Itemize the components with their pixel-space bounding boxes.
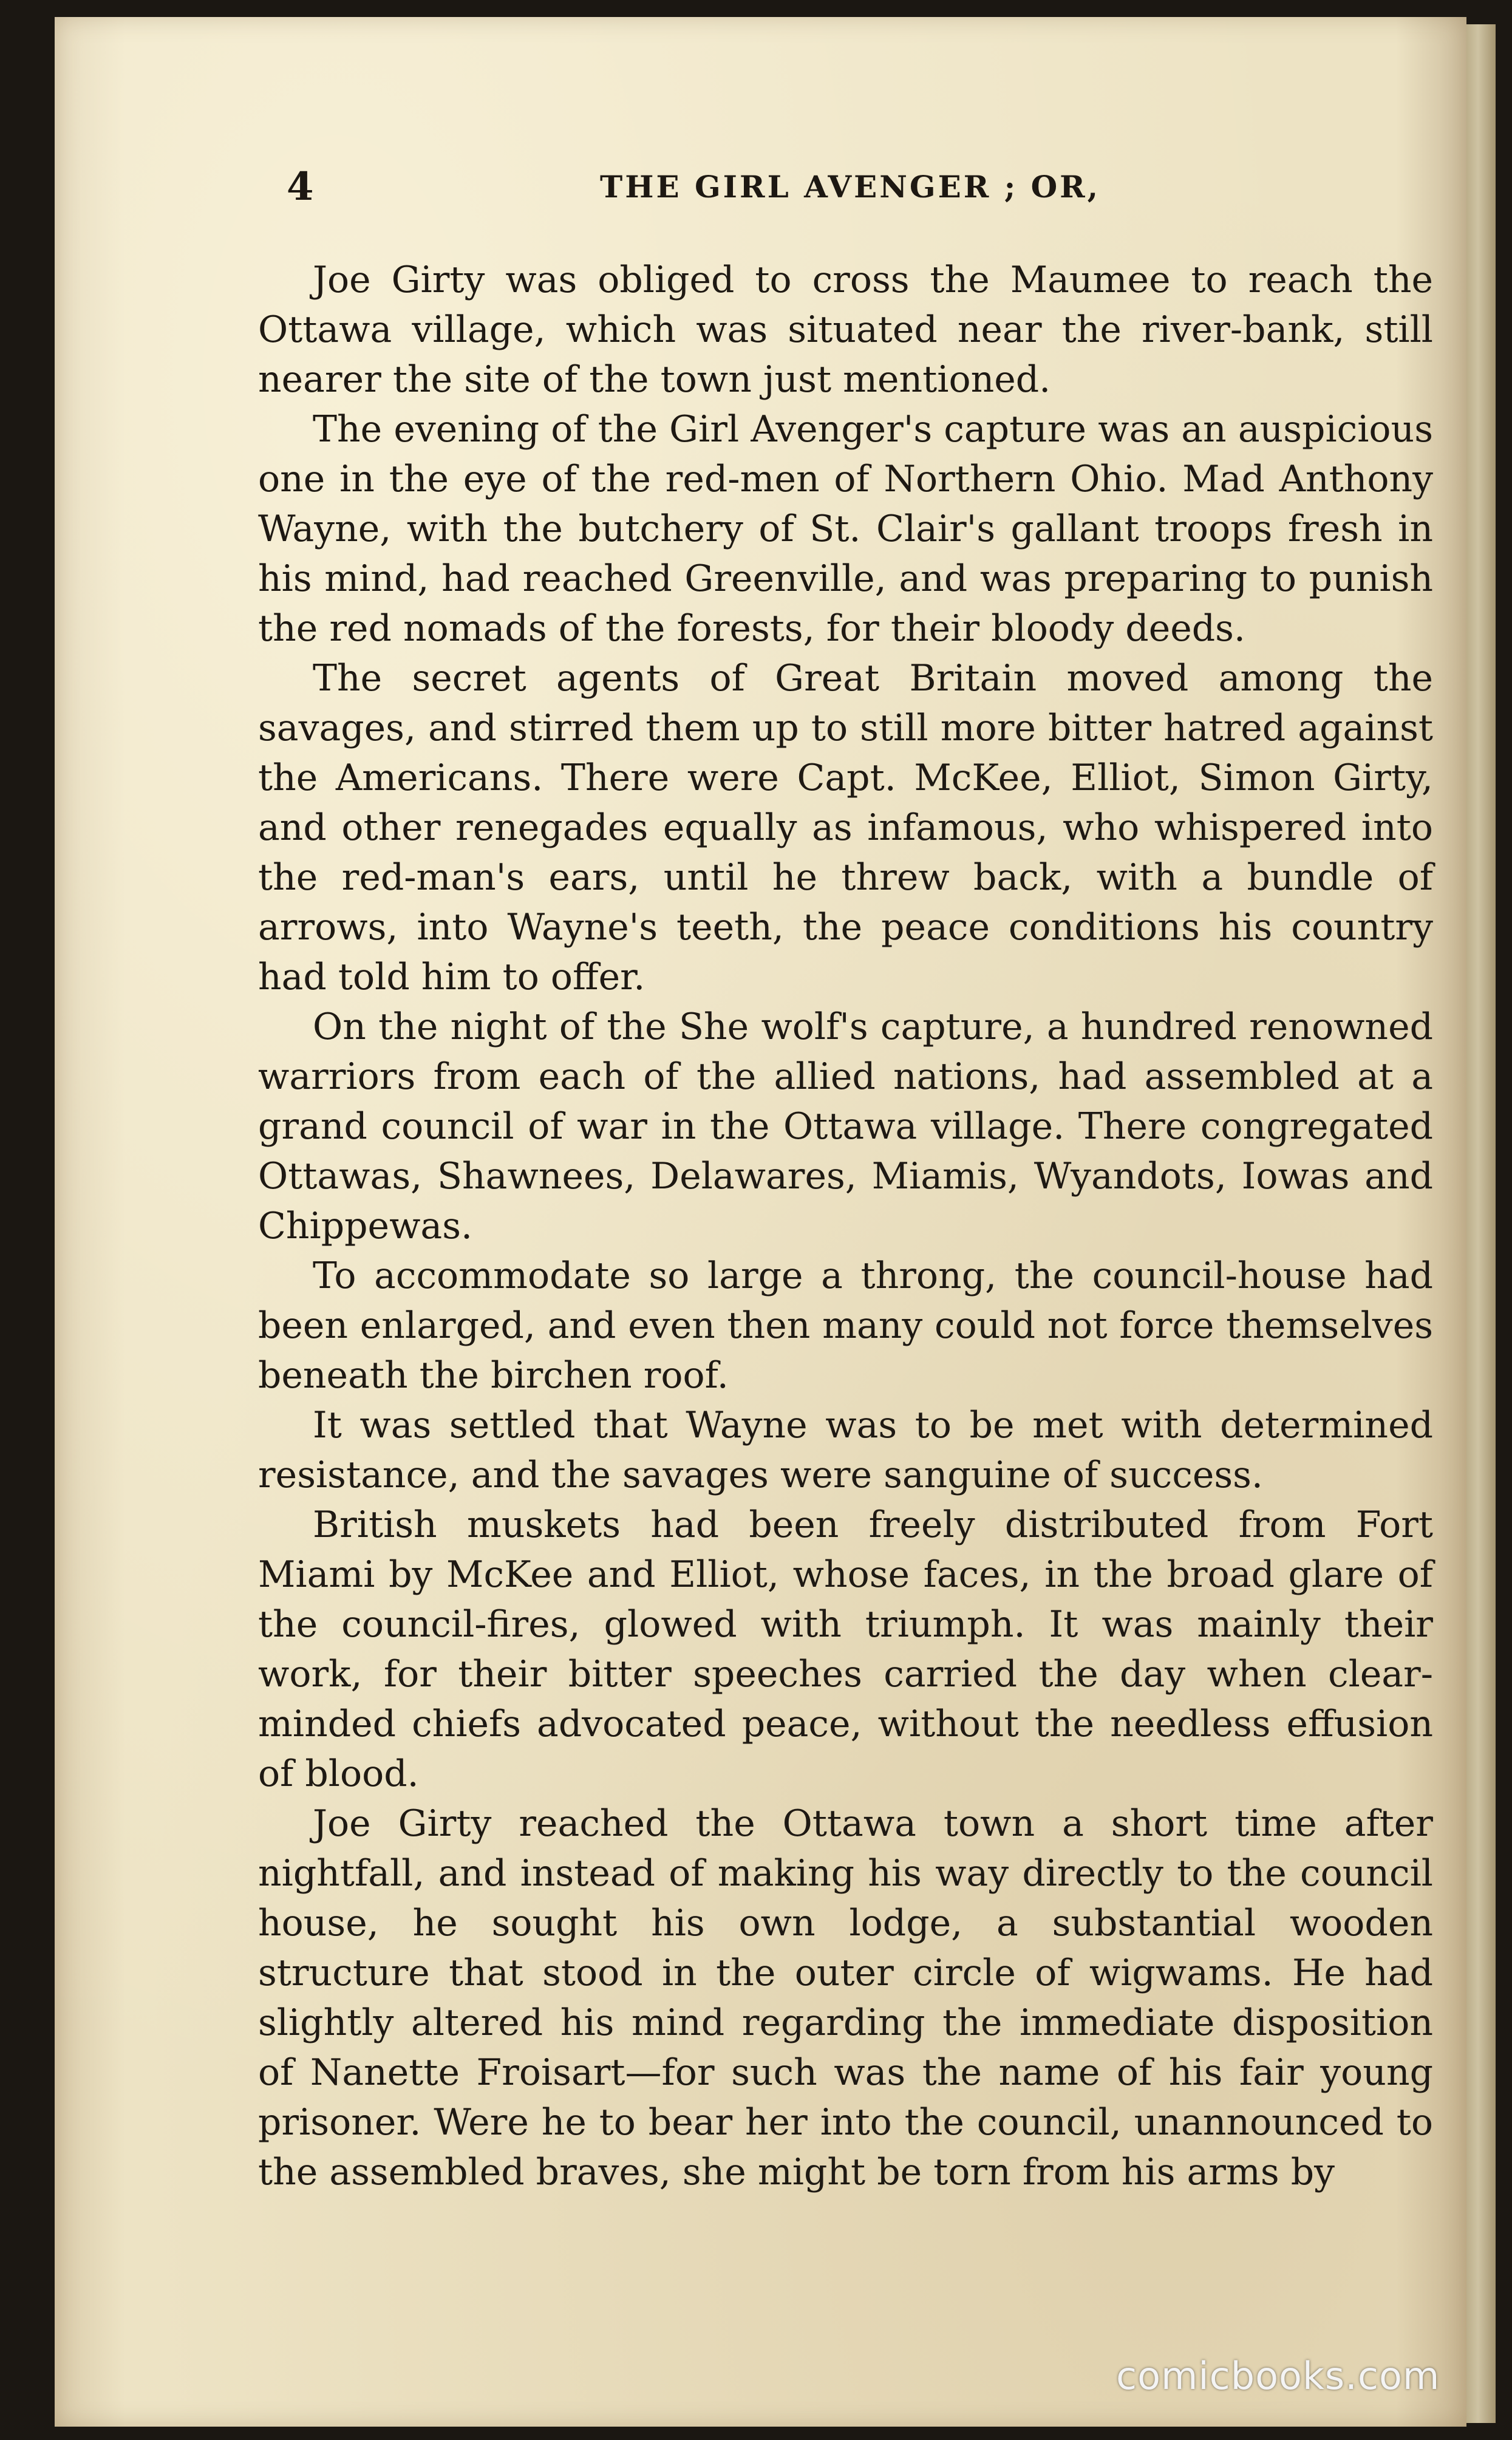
paragraph: Joe Girty was obliged to cross the Maumee to reach the Ottawa village, which was situated near the river-bank, still nearer the site of the town just mentioned. <box>258 259 1433 401</box>
paragraph: It was settled that Wayne was to be met with determined resistance, and the savages were sanguine of success. <box>258 1404 1433 1496</box>
body-text <box>258 255 1433 2197</box>
page-number: 4 <box>287 164 314 210</box>
page-header <box>0 163 1512 211</box>
paragraph: On the night of the She wolf's capture, a hundred renowned warriors from each of the allied nations, had assembled at a grand council of war in the Ottawa village. There congregated Ottawas, Shawnees, Delawares, Miamis, Wyandots, Iowas and Chippewas. <box>258 1006 1433 1247</box>
paragraph: The evening of the Girl Avenger's capture was an auspicious one in the eye of the red-men of Northern Ohio. Mad Anthony Wayne, with the butchery of St. Clair's gallant troops fresh in his mind, had reached Greenville, and was preparing to punish the red nomads of the forests, for their bloody deeds. <box>258 408 1433 650</box>
watermark: comicbooks.com <box>1116 2354 1440 2398</box>
page-edge <box>1466 24 1496 2423</box>
paragraph: To accommodate so large a throng, the council-house had been enlarged, and even then many could not force themselves beneath the birchen roof. <box>258 1255 1433 1397</box>
running-head: THE GIRL AVENGER ; OR, <box>600 169 1101 205</box>
paragraph: Joe Girty reached the Ottawa town a short time after nightfall, and instead of making his way directly to the council house, he sought his own lodge, a substantial wooden structure that stood in the outer circle of wigwams. He had slightly altered his mind regarding the immediate disposition of Nanette Froisart—for such was the name of his fair young prisoner. Were he to bear her into the council, unannounced to the assembled braves, she might be torn from his arms by <box>258 1802 1433 2193</box>
paragraph: The secret agents of Great Britain moved among the savages, and stirred them up to still more bitter hatred against the Americans. There were Capt. McKee, Elliot, Simon Girty, and other renegades equally as infamous, who whispered into the red-man's ears, until he threw back, with a bundle of arrows, into Wayne's teeth, the peace conditions his country had told him to offer. <box>258 657 1433 998</box>
paragraph: British muskets had been freely distributed from Fort Miami by McKee and Elliot, whose faces, in the broad glare of the council-fires, glowed with triumph. It was mainly their work, for their bitter speeches carried the day when clear-minded chiefs advocated peace, without the needless effusion of blood. <box>258 1504 1433 1795</box>
